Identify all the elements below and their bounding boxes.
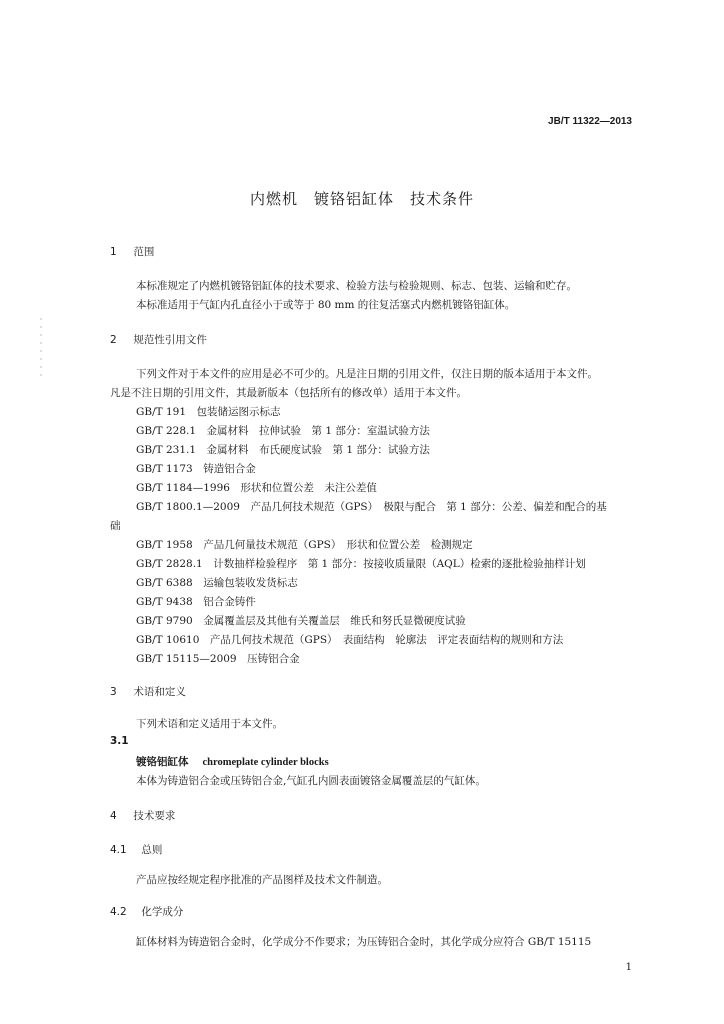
reference-item-continuation: 础: [110, 520, 121, 532]
references-intro-line-2: 凡是不注日期的引用文件，其最新版本（包括所有的修改单）适用于本文件。: [110, 387, 467, 399]
reference-item: GB/T 9438 铝合金铸件: [136, 596, 256, 608]
section-number: 3: [110, 686, 117, 698]
section-title: 总则: [141, 844, 163, 856]
term-number: 3.1: [110, 735, 129, 747]
reference-item: GB/T 191 包装储运图示标志: [136, 406, 281, 418]
section-number: 4.2: [110, 906, 127, 918]
section-2-heading: [110, 332, 207, 347]
reference-item: GB/T 231.1 金属材料 布氏硬度试验 第 1 部分：试验方法: [136, 444, 430, 456]
reference-item: GB/T 9790 金属覆盖层及其他有关覆盖层 维氏和努氏显微硬度试验: [136, 615, 466, 627]
section-title: 化学成分: [141, 906, 184, 918]
reference-item: GB/T 1184—1996 形状和位置公差 未注公差值: [136, 482, 377, 494]
references-intro-line-1: 下列文件对于本文件的应用是必不可少的。凡是注日期的引用文件，仅注日期的版本适用于本文件。: [136, 368, 598, 380]
term-definition: 本体为铸造铝合金或压铸铝合金,气缸孔内圆表面镀铬金属覆盖层的气缸体。: [136, 775, 486, 787]
section-1-heading: [110, 244, 154, 259]
binding-margin-marks: [40, 318, 42, 378]
section-4-1-heading: [110, 842, 162, 857]
terms-intro: 下列术语和定义适用于本文件。: [136, 718, 283, 730]
reference-item: GB/T 1800.1—2009 产品几何技术规范（GPS） 极限与配合 第 1 部分：公差、偏差和配合的基: [136, 501, 607, 513]
reference-item: GB/T 15115—2009 压铸铝合金: [136, 653, 300, 665]
general-paragraph: 产品应按经规定程序批准的产品图样及技术文件制造。: [136, 874, 388, 886]
section-title: 范围: [133, 246, 155, 258]
reference-item: GB/T 1958 产品几何量技术规范（GPS） 形状和位置公差 检测规定: [136, 539, 473, 551]
scope-paragraph-2: 本标准适用于气缸内孔直径小于或等于 80 mm 的往复活塞式内燃机镀铬铝缸体。: [136, 299, 516, 311]
section-title: 规范性引用文件: [133, 334, 207, 346]
section-number: 4: [110, 810, 117, 822]
term-entry: [136, 754, 329, 769]
section-3-heading: [110, 684, 186, 699]
section-4-heading: [110, 808, 175, 823]
chemical-composition-paragraph: 缸体材料为铸造铝合金时，化学成分不作要求；为压铸铝合金时，其化学成分应符合 GB/T 15115: [136, 936, 592, 948]
document-title: 内燃机 镀铬铝缸体 技术条件: [249, 190, 474, 208]
page-number: 1: [625, 962, 632, 973]
section-number: 4.1: [110, 844, 127, 856]
reference-item: GB/T 2828.1 计数抽样检验程序 第 1 部分：按接收质量限（AQL）检索的逐批检验抽样计划: [136, 558, 586, 570]
standard-number: JB/T 11322—2013: [548, 116, 632, 127]
reference-item: GB/T 10610 产品几何技术规范（GPS） 表面结构 轮廓法 评定表面结构的规则和方法: [136, 634, 564, 646]
term-english: chromeplate cylinder blocks: [202, 757, 329, 768]
section-number: 1: [110, 246, 117, 258]
term-chinese: 镀铬铝缸体: [136, 756, 189, 768]
section-title: 术语和定义: [133, 686, 186, 698]
reference-item: GB/T 1173 铸造铝合金: [136, 463, 256, 475]
reference-item: GB/T 228.1 金属材料 拉伸试验 第 1 部分：室温试验方法: [136, 425, 430, 437]
reference-item: GB/T 6388 运输包装收发货标志: [136, 577, 298, 589]
scope-paragraph-1: 本标准规定了内燃机镀铬铝缸体的技术要求、检验方法与检验规则、标志、包装、运输和贮存。: [136, 280, 577, 292]
section-number: 2: [110, 334, 117, 346]
section-title: 技术要求: [133, 810, 176, 822]
section-4-2-heading: [110, 904, 183, 919]
